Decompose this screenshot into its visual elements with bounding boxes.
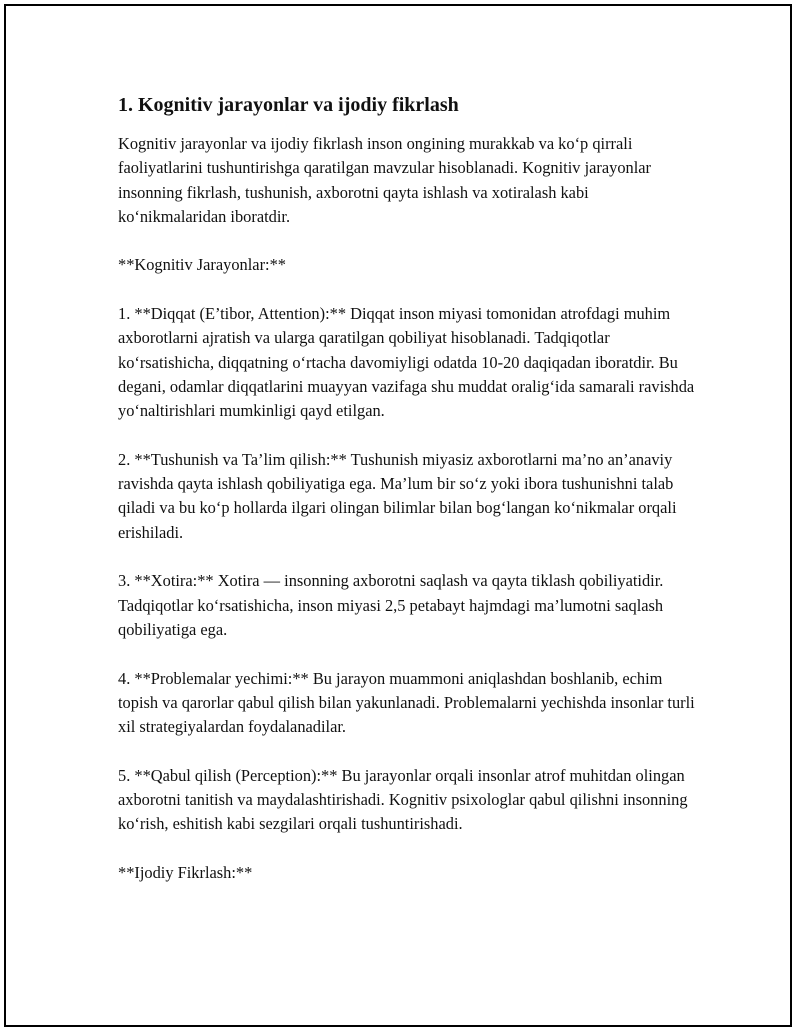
cognitive-heading: **Kognitiv Jarayonlar:**	[118, 255, 286, 275]
list-item-perception: 5. **Qabul qilish (Perception):** Bu jarayonlar orqali insonlar atrof muhitdan olingan axborotni tanitish va maydalashtirishadi. Kognitiv psixologlar qabul qilishni insonning ko‘rish, eshitish kabi sezgilari orqali tushuntirishadi.	[118, 765, 688, 834]
intro-paragraph: Kognitiv jarayonlar va ijodiy fikrlash inson ongining murakkab va ko‘p qirrali faoliyatlarini tushuntirishga qaratilgan mavzular hisoblanadi. Kognitiv jarayonlar insonning fikrlash, tushunish, axborotni qayta ishlash va xotiralash kabi ko‘nikmalaridan iboratdir.	[118, 134, 651, 226]
document-title: 1. Kognitiv jarayonlar va ijodiy fikrlash	[118, 94, 459, 116]
paragraph-gap	[118, 642, 698, 666]
list-item-problem-solving: 4. **Problemalar yechimi:** Bu jarayon muammoni aniqlashdan boshlanib, echim topish va qarorlar qabul qilish bilan yakunlanadi. Problemalarni yechishda insonlar turli xil strategiyalardan foydalanadilar.	[118, 668, 695, 737]
paragraph-gap	[118, 424, 698, 448]
list-item-memory: 3. **Xotira:** Xotira — insonning axborotni saqlash va qayta tiklash qobiliyatidir. Tadqiqotlar ko‘rsatishicha, inson miyasi 2,5 petabayt hajmdagi ma’lumotni saqlash qobiliyatiga ega.	[118, 571, 664, 639]
list-item-understanding: 2. **Tushunish va Ta’lim qilish:** Tushunish miyasiz axborotlarni ma’no an’anaviy ravishda qayta ishlash qobiliyatiga ega. Ma’lum bir so‘z yoki ibora tushunishni talab qiladi va bu ko‘p hollarda ilgari olingan bilimlar bilan bog‘langan ko‘nikmalar orqali erishiladi.	[118, 449, 677, 542]
paragraph-gap	[118, 837, 698, 861]
creative-heading: **Ijodiy Fikrlash:**	[118, 862, 253, 882]
paragraph-gap	[118, 545, 698, 569]
paragraph-gap	[118, 739, 698, 763]
paragraph-gap	[118, 229, 698, 253]
document-body	[118, 92, 698, 885]
list-item-attention: 1. **Diqqat (E’tibor, Attention):** Diqqat inson miyasi tomonidan atrofdagi muhim axborotlarni ajratish va ularga qaratilgan qobiliyat hisoblanadi. Tadqiqotlar ko‘rsatishicha, diqqatning o‘rtacha davomiyligi odatda 10-20 daqiqadan iboratdir. Bu degani, odamlar diqqatlarini muayyan vazifaga shu muddat oralig‘ida samarali ravishda yo‘naltirishlari mumkinligi qayd etilgan.	[118, 304, 695, 421]
paragraph-gap	[118, 278, 698, 302]
